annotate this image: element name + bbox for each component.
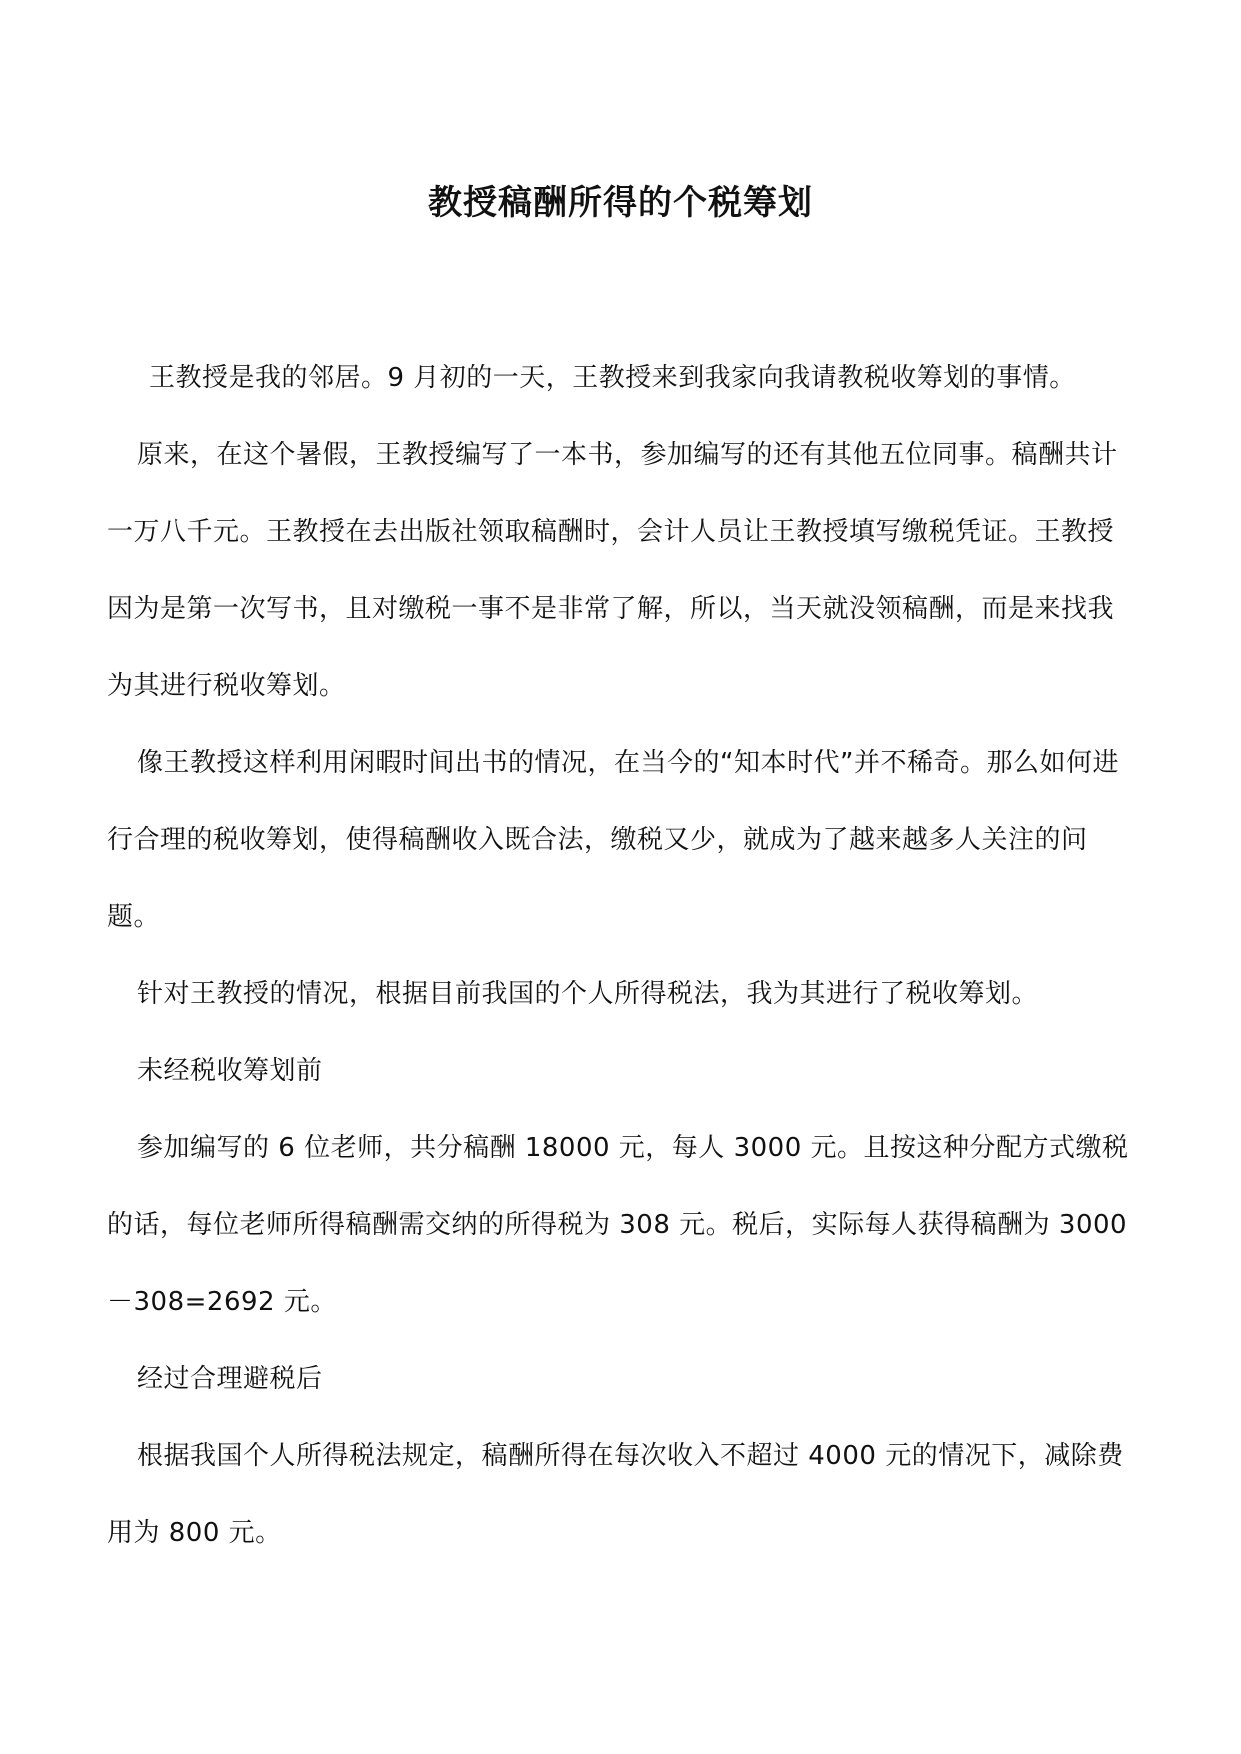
paragraph-intro: 王教授是我的邻居。9 月初的一天，王教授来到我家向我请教税收筹划的事情。	[149, 363, 1076, 393]
section-heading-after: 经过合理避税后	[137, 1364, 323, 1394]
paragraph-tax-rule: 根据我国个人所得税法规定，稿酬所得在每次收入不超过 4000 元的情况下，减除费用为 800 元。	[107, 1441, 1124, 1548]
paragraph-plan: 针对王教授的情况，根据目前我国的个人所得税法，我为其进行了税收筹划。	[137, 979, 1039, 1009]
document-body	[107, 340, 1133, 1572]
section-heading-before: 未经税收筹划前	[137, 1056, 323, 1086]
paragraph-before-calculation: 参加编写的 6 位老师，共分稿酬 18000 元，每人 3000 元。且按这种分配方式缴税的话，每位老师所得稿酬需交纳的所得税为 308 元。税后，实际每人获得稿酬为 3000－308=2692 元。	[107, 1133, 1129, 1317]
paragraph-background: 原来，在这个暑假，王教授编写了一本书，参加编写的还有其他五位同事。稿酬共计一万八千元。王教授在去出版社领取稿酬时，会计人员让王教授填写缴税凭证。王教授因为是第一次写书，且对缴税一事不是非常了解，所以，当天就没领稿酬，而是来找我为其进行税收筹划。	[107, 440, 1118, 701]
document-title: 教授稿酬所得的个税筹划	[428, 182, 813, 223]
paragraph-context: 像王教授这样利用闲暇时间出书的情况，在当今的“知本时代”并不稀奇。那么如何进行合理的税收筹划，使得稿酬收入既合法，缴税又少，就成为了越来越多人关注的问题。	[107, 748, 1119, 932]
